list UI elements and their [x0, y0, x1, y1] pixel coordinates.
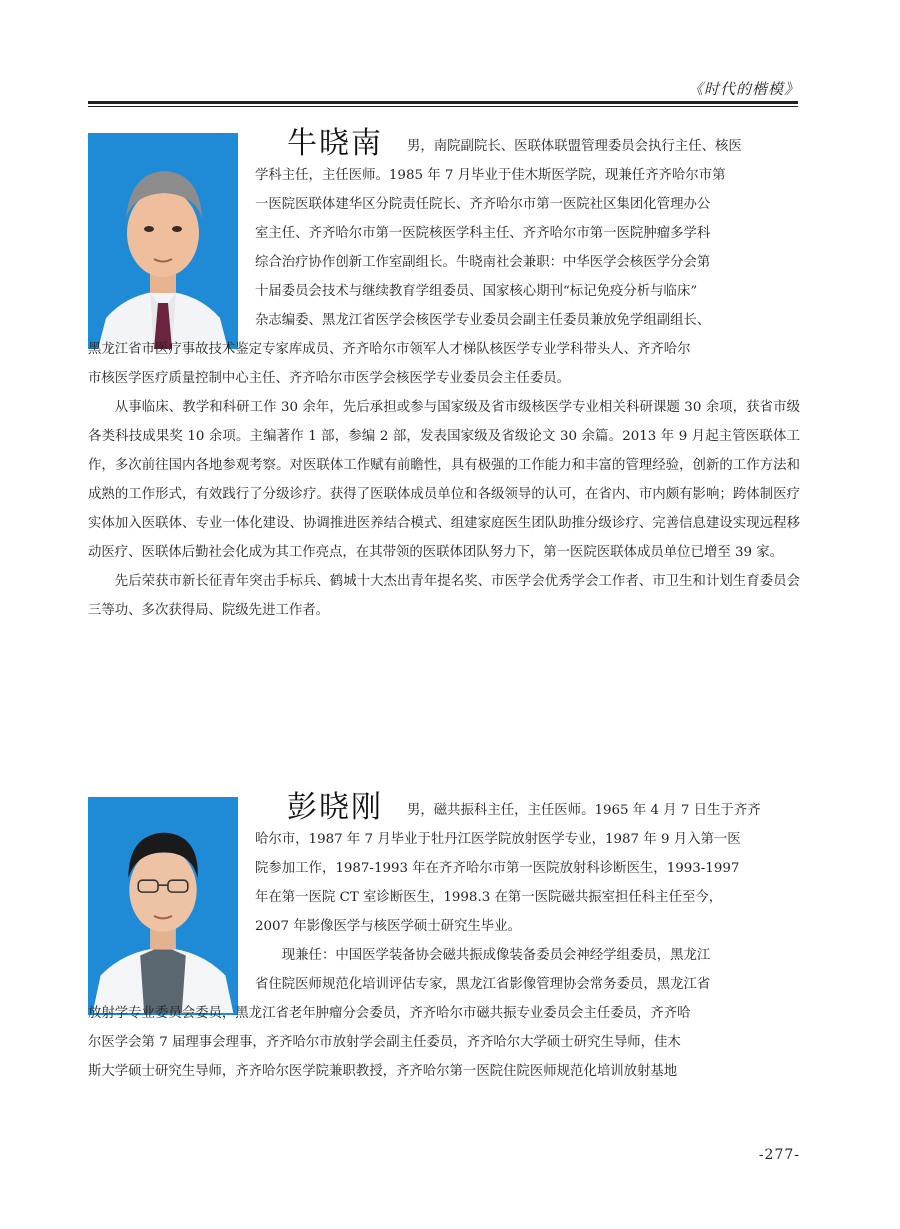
profile-peng-line: 现兼任：中国医学装备协会磁共振成像装备委员会神经学组委员，黑龙江 [255, 948, 711, 963]
book-title-header: 《时代的楷模》 [687, 80, 800, 98]
profile-peng-line: 斯大学硕士研究生导师，齐齐哈尔医学院兼职教授，齐齐哈尔第一医院住院医师规范化培训放射基地 [88, 1064, 678, 1079]
profile-peng-first-line: 彭晓刚 男，磁共振科主任，主任医师。1965 年 4 月 7 日生于齐齐 [287, 790, 761, 825]
page-number: -277- [758, 1147, 800, 1163]
profile-peng-line: 院参加工作，1987-1993 年在齐齐哈尔市第一医院放射科诊断医生，1993-1997 [255, 861, 740, 876]
profile-niu-paragraph-honors: 先后荣获市新长征青年突击手标兵、鹤城十大杰出青年提名奖、市医学会优秀学会工作者、市卫生和计划生育委员会三等功、多次获得局、院级先进工作者。 [88, 574, 800, 618]
profile-peng-line: 年在第一医院 CT 室诊断医生，1998.3 在第一医院磁共振室担任科主任至今， [255, 890, 723, 905]
profile-niu-line: 市核医学医疗质量控制中心主任、齐齐哈尔市医学会核医学专业委员会主任委员。 [88, 371, 571, 386]
profile-peng-line: 放射学专业委员会委员，黑龙江省老年肿瘤分会委员，齐齐哈尔市磁共振专业委员会主任委员，齐齐哈 [88, 1006, 691, 1021]
profile-niu-first-line: 牛晓南 男，南院副院长、医联体联盟管理委员会执行主任、核医 [287, 126, 742, 161]
header-rule-thin [88, 106, 798, 107]
profile-peng-line: 省住院医师规范化培训评估专家，黑龙江省影像管理协会常务委员，黑龙江省 [255, 977, 711, 992]
profile-peng-bio [88, 790, 800, 1086]
profile-niu-paragraph-career: 从事临床、教学和科研工作 30 余年，先后承担或参与国家级及省市级核医学专业相关科研课题 30 余项，获省市级各类科技成果奖 10 余项。主编著作 1 部，参编 2 部，发表国家级及省级论文 30 余篇。2013 年 9 月起主管医联体工作，多次前往国内各地参观考察。对医联体工作赋有前瞻性，具有极强的工作能力和丰富的管理经验，创新的工作方法和成熟的工作形式，有效践行了分级诊疗。获得了医联体成员单位和各级领导的认可，在省内、市内颇有影响；跨体制医疗实体加入医联体、专业一体化建设、协调推进医养结合模式、组建家庭医生团队助推分级诊疗、完善信息建设实现远程移动医疗、医联体后勤社会化成为其工作亮点，在其带领的医联体团队努力下，第一医院医联体成员单位已增至 39 家。 [88, 400, 800, 560]
profile-niu-line: 黑龙江省市医疗事故技术鉴定专家库成员、齐齐哈尔市领军人才梯队核医学专业学科带头人、齐齐哈尔 [88, 342, 691, 357]
profile-niu-line: 学科主任，主任医师。1985 年 7 月毕业于佳木斯医学院，现兼任齐齐哈尔市第 [255, 168, 726, 183]
profile-peng-line: 尔医学会第 7 届理事会理事，齐齐哈尔市放射学会副主任委员，齐齐哈尔大学硕士研究生导师，佳木 [88, 1035, 681, 1050]
profile-niu-line: 十届委员会技术与继续教育学组委员、国家核心期刊“标记免疫分析与临床” [255, 284, 698, 299]
profile-peng-line: 2007 年影像医学与核医学硕士研究生毕业。 [255, 919, 521, 934]
profile-niu-line: 综合治疗协作创新工作室副组长。牛晓南社会兼职：中华医学会核医学分会第 [255, 255, 711, 270]
profile-peng-name: 彭晓刚 [287, 790, 383, 825]
profile-peng-line: 哈尔市，1987 年 7 月毕业于牡丹江医学院放射医学专业，1987 年 9 月入第一医 [255, 832, 741, 847]
profile-niu-line: 杂志编委、黑龙江省医学会核医学专业委员会副主任委员兼放免学组副组长、 [255, 313, 711, 328]
header-rule-thick [88, 101, 798, 104]
profile-niu-line: 室主任、齐齐哈尔市第一医院核医学科主任、齐齐哈尔市第一医院肿瘤多学科 [255, 226, 711, 241]
profile-niu-bio [88, 126, 800, 625]
profile-niu-line: 一医院医联体建华区分院责任院长、齐齐哈尔市第一医院社区集团化管理办公 [255, 197, 711, 212]
profile-niu-name: 牛晓南 [287, 126, 383, 161]
